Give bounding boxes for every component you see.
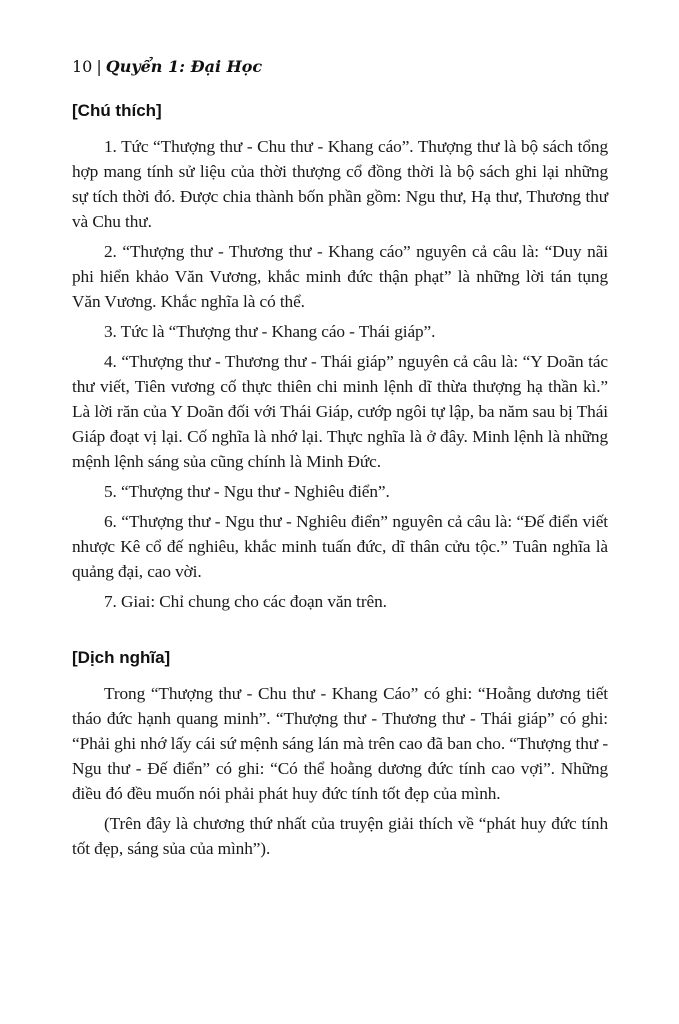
note-item: 3. Tức là “Thượng thư - Khang cáo - Thái giáp”. <box>104 322 436 341</box>
note-item: 1. Tức “Thượng thư - Chu thư - Khang cáo”. Thượng thư là bộ sách tổng hợp mang tính sử liệu của thời thượng cổ đồng thời là bộ sách ghi lại những sự tích thời đó. Được chia thành bốn phần gồm: Ngu thư, Hạ thư, Thương thư và Chu thư. <box>72 137 608 231</box>
note-item: 5. “Thượng thư - Ngu thư - Nghiêu điển”. <box>104 482 390 501</box>
book-title: Quyển 1: Đại Học <box>105 57 263 76</box>
notes-heading: [Chú thích] <box>72 101 162 120</box>
section-spacer <box>72 619 608 629</box>
book-page <box>72 56 608 866</box>
note-item: 2. “Thượng thư - Thương thư - Khang cáo” nguyên cả câu là: “Duy nãi phi hiển khảo Văn Vương, khắc minh đức thận phạt” là những lời tán tụng Văn Vương. Khắc nghĩa là có thể. <box>72 242 608 311</box>
note-item: 4. “Thượng thư - Thương thư - Thái giáp” nguyên cả câu là: “Y Doãn tác thư viết, Tiên vương cố thực thiên chi minh lệnh dĩ thừa thượng hạ thần kì.” Là lời răn của Y Doãn đối với Thái Giáp, cướp ngôi tự lập, ba năm sau bị Thái Giáp đoạt vị lại. Cố nghĩa là nhớ lại. Thực nghĩa là ở đây. Minh lệnh là những mệnh lệnh sáng sủa cũng chính là Minh Đức. <box>72 352 608 471</box>
note-item: 6. “Thượng thư - Ngu thư - Nghiêu điển” nguyên cả câu là: “Đế điển viết nhược Kê cổ đế nghiêu, khắc minh tuấn đức, dĩ thân cửu tộc.” Tuân nghĩa là quảng đại, cao vời. <box>72 512 608 581</box>
translation-paragraph: (Trên đây là chương thứ nhất của truyện giải thích về “phát huy đức tính tốt đẹp, sáng sủa của mình”). <box>72 814 608 858</box>
note-item: 7. Giai: Chỉ chung cho các đoạn văn trên. <box>104 592 387 611</box>
page-number: 10 <box>72 57 93 76</box>
header-separator: | <box>96 57 102 76</box>
running-header <box>72 56 608 82</box>
translation-heading: [Dịch nghĩa] <box>72 648 171 667</box>
translation-paragraph: Trong “Thượng thư - Chu thư - Khang Cáo” có ghi: “Hoằng dương tiết tháo đức hạnh quang minh”. “Thượng thư - Thương thư - Thái giáp” có ghi: “Phải ghi nhớ lấy cái sứ mệnh sáng lán mà trên cao đã ban cho. “Thượng thư - Ngu thư - Đế điển” có ghi: “Có thể hoằng dương đức tính cao vợi”. Những điều đó đều muốn nói phải phát huy đức tính tốt đẹp của mình. <box>72 684 608 803</box>
